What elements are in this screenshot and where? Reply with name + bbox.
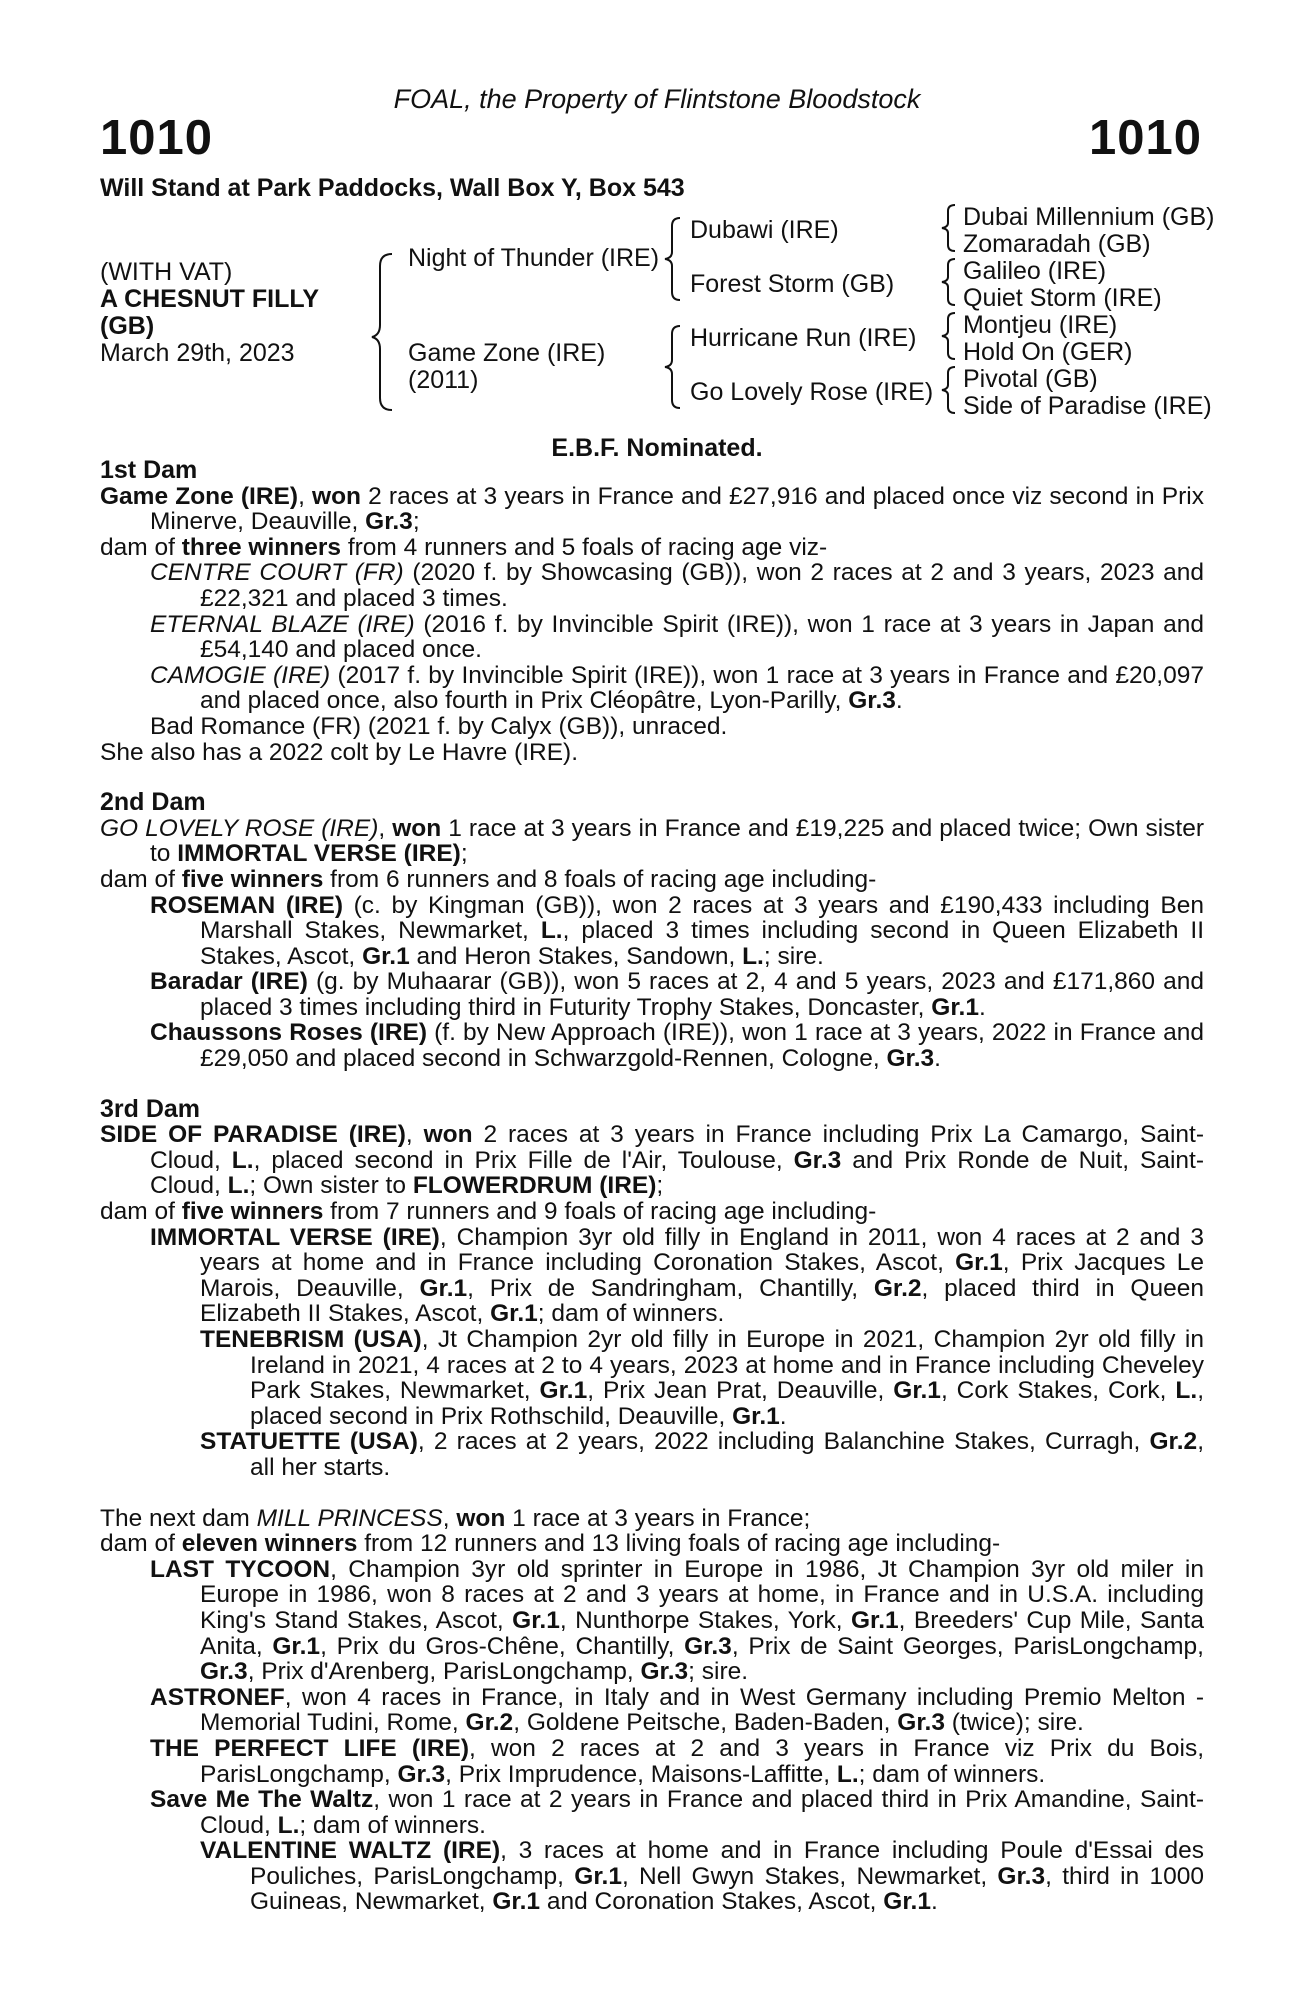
produce-text: . [779,1402,787,1430]
first-dam-record: Game Zone (IRE), won 2 races at 3 years in France and £27,916 and placed once viz second in Prix Minerve, Deauville, Gr.3; [100,482,1204,536]
dam-text: and Prix Ronde de Nuit, Saint-Cloud, [150,1146,1204,1200]
next-dam-record [100,1506,1204,1532]
sister-name: IMMORTAL VERSE (IRE) [177,840,461,868]
dam-text: 1 race at 3 years in France and £19,225 and placed twice; Own sister to [150,814,1204,868]
produce-name: STATUETTE (USA) [200,1428,418,1456]
pedigree-dam-year: (2011) [408,366,479,394]
grade: Gr.3 [365,508,413,536]
produce-name: ETERNAL BLAZE (IRE) [150,610,415,638]
dam-text: The next dam [100,1504,257,1532]
dam-text: , [378,814,393,842]
produce-name: ROSEMAN (IRE) [150,891,344,919]
lot-number-left: 1010 [100,111,214,165]
pedigree-dam-dam: Go Lovely Rose (IRE) [690,378,934,406]
next-dam-produce-intro [100,1531,1204,1557]
dam-text: , [405,1121,424,1149]
brace-dd [942,367,955,413]
produce-text: . [978,993,986,1021]
grade: L. [277,1811,300,1839]
grade: Gr.1 [492,1888,541,1916]
produce-text: , Prix Jacques Le Marois, Deauville, [200,1249,1204,1302]
grade: Gr.1 [732,1402,780,1430]
subject-name: A CHESNUT FILLY [100,285,319,313]
produce-text: (g. by Muhaarar (GB)), won 5 races at 2, 4 and 5 years, 2023 and £171,860 and placed 3 times including third in Futurity Trophy Stakes, Doncaster, [200,968,1204,1021]
won-label: won [392,814,442,842]
pedigree-dam-sire: Hurricane Run (IRE) [690,324,917,352]
produce-text: , Jt Champion 2yr old filly in Europe in 2021, Champion 2yr old filly in Ireland in 2021, 4 races at 2 to 4 years, 2023 at home and in France including Cheveley Park Stakes, Newmarket, [250,1326,1204,1405]
produce-name: Save Me The Waltz [150,1786,374,1814]
pedigree-sss: Dubai Millennium (GB) [963,203,1215,231]
lot-number-right: 1010 [1088,111,1202,165]
won-label: won [456,1504,506,1532]
brace-ds [942,313,955,359]
produce-text: and Heron Stakes, Sandown, [409,942,743,970]
first-dam-text: ; [412,508,420,536]
produce-text: ; dam of winners. [299,1811,486,1839]
produce-name: Chaussons Roses (IRE) [150,1019,428,1047]
produce-text: , Cork Stakes, Cork, [940,1377,1176,1405]
next-dam-name: MILL PRINCESS [256,1504,443,1532]
grade: Gr.1 [419,1274,468,1302]
runners-text: from 6 runners and 8 foals of racing age including- [323,865,877,893]
produce-text: , Prix de Saint Georges, ParisLongchamp, [731,1632,1204,1660]
second-dam-name: GO LOVELY ROSE (IRE) [100,814,379,842]
produce-text: , 2 races at 2 years, 2022 including Balanchine Stakes, Curragh, [417,1428,1150,1456]
produce-text: ; sire. [763,942,824,970]
second-dam-heading: 2nd Dam [100,788,206,817]
dam-text: 2 races at 3 years in France including Prix La Camargo, Saint-Cloud, [150,1121,1204,1174]
won-label: won [312,482,362,510]
grade: Gr.2 [1149,1428,1198,1456]
dam-of-label: dam of [100,1530,182,1558]
brace-sd [942,259,955,305]
brace-dam [665,326,680,408]
produce-text: ; dam of winners. [537,1300,725,1328]
produce-item [100,893,1204,970]
produce-text: , won 2 races at 2 and 3 years in France viz Prix du Bois, ParisLongchamp, [200,1734,1205,1788]
third-dam-heading: 3rd Dam [100,1094,201,1123]
dam-text: 1 race at 3 years in France; [505,1504,811,1532]
dam-of-label: dam of [100,533,182,561]
produce-item [100,969,1204,1020]
produce-text: , Prix d'Arenberg, ParisLongchamp, [247,1658,641,1686]
produce-item [100,560,1204,611]
grade: L. [742,942,764,970]
pedigree-sire-sire: Dubawi (IRE) [690,216,839,244]
grade: Gr.3 [793,1146,842,1174]
produce-item [100,1787,1204,1838]
produce-name: TENEBRISM (USA) [200,1326,422,1353]
produce-text: ; sire. [688,1658,749,1686]
produce-text: , Champion 3yr old filly in England in 2011, won 4 races at 2 and 3 years at home and in France including Coronation Stakes, Ascot, [200,1223,1204,1277]
produce-text: , Goldene Peitsche, Baden-Baden, [513,1709,898,1737]
produce-text: , won 4 races in France, in Italy and in West Germany including Premio Melton - Memorial Tudini, Rome, [200,1683,1204,1737]
vat-note: (WITH VAT) [100,258,233,286]
produce-item [100,1429,1204,1480]
grade: Gr.3 [200,1658,248,1686]
produce-text: (2016 f. by Invincible Spirit (IRE)), won 1 race at 3 years in Japan and £54,140 and placed once. [200,610,1204,664]
produce-text: (twice); sire. [944,1709,1084,1737]
produce-name: ASTRONEF [150,1683,285,1711]
runners-text: from 4 runners and 5 foals of racing age viz- [341,533,828,561]
produce-text: , Champion 3yr old sprinter in Europe in 1986, Jt Champion 3yr old miler in Europe in 1986, won 8 races at 2 and 3 years at home, in France and in U.S.A. including King's Stand Stakes, Ascot, [200,1555,1204,1634]
winners-count: three winners [181,533,342,561]
pedigree-dsd: Hold On (GER) [963,338,1133,366]
produce-text: , Prix Jean Prat, Deauville, [587,1377,894,1405]
produce-text: , won 1 race at 2 years in France and placed third in Prix Amandine, Saint-Cloud, [200,1786,1205,1839]
pedigree-ssd: Zomaradah (GB) [963,230,1151,258]
produce-text: . [934,1045,941,1073]
grade: Gr.1 [955,1249,1003,1277]
won-label: won [423,1121,473,1149]
subject-country: (GB) [100,312,155,340]
grade: Gr.2 [465,1709,514,1737]
produce-text: (2020 f. by Showcasing (GB)), won 2 races at 2 and 3 years, 2023 and £22,321 and placed 3 times. [200,559,1204,612]
produce-text: (2017 f. by Invincible Spirit (IRE)), won 1 race at 3 years in France and £20,097 and placed once, also fourth in Prix Cléopâtre, Lyon-Parilly, [200,661,1204,715]
pedigree-dss: Montjeu (IRE) [963,311,1118,339]
pedigree-sdd: Quiet Storm (IRE) [963,284,1162,312]
dam-of-label: dam of [100,865,182,893]
grade: Gr.3 [848,687,896,715]
produce-text: , Nell Gwyn Stakes, Newmarket, [621,1862,998,1890]
grade: Gr.1 [512,1606,560,1634]
grade: Gr.2 [873,1274,922,1302]
produce-text: , placed 3 times including second in Queen Elizabeth II Stakes, Ascot, [200,917,1205,970]
produce-text: , placed third in Queen Elizabeth II Stakes, Ascot, [200,1274,1204,1328]
grade: Gr.1 [931,993,979,1021]
grade: Gr.1 [362,942,410,970]
dam-text: ; [656,1172,664,1200]
grade: Gr.1 [539,1377,588,1405]
grade: Gr.3 [997,1862,1046,1890]
grade: L. [836,1760,859,1788]
produce-name: THE PERFECT LIFE (IRE) [150,1734,470,1762]
pedigree-dds: Pivotal (GB) [963,365,1098,393]
produce-text: , all her starts. [250,1428,1204,1481]
runners-text: from 7 runners and 9 foals of racing age including- [323,1198,877,1226]
produce-item [100,663,1204,714]
produce-item [100,1327,1204,1429]
grade: Gr.3 [640,1658,689,1686]
produce-item [100,1685,1204,1736]
grade: Gr.3 [684,1632,732,1660]
owner-line: FOAL, the Property of Flintstone Bloodstock [393,84,921,114]
ebf-nominated: E.B.F. Nominated. [551,434,763,462]
grade: Gr.1 [574,1862,622,1890]
pedigree-dam: Game Zone (IRE) [408,339,606,367]
sister-name: FLOWERDRUM (IRE) [412,1172,657,1200]
produce-item: Bad Romance (FR) (2021 f. by Calyx (GB)), unraced. [150,712,728,740]
pedigree-ddd: Side of Paradise (IRE) [963,392,1212,420]
grade: L. [231,1146,254,1174]
grade: Gr.1 [490,1300,538,1328]
produce-text: (c. by Kingman (GB)), won 2 races at 3 years and £190,433 including Ben Marshall Stakes, Newmarket, [200,891,1204,945]
produce-item [100,1225,1204,1327]
subject-dob: March 29th, 2023 [100,339,295,367]
produce-text: and Coronation Stakes, Ascot, [540,1888,884,1916]
dam-text: , placed second in Prix Fille de l'Air, Toulouse, [253,1146,794,1174]
produce-name: CENTRE COURT (FR) [150,559,404,587]
second-dam-produce-intro [100,867,1204,893]
produce-item [100,1838,1204,1915]
catalogue-body [100,458,1204,1915]
produce-name: IMMORTAL VERSE (IRE) [150,1223,440,1251]
dam-text: , [442,1504,457,1532]
produce-text: , Prix du Gros-Chêne, Chantilly, [320,1632,685,1660]
produce-text: , 3 races at home and in France including Poule d'Essai des Pouliches, ParisLongchamp, [250,1837,1204,1890]
grade: Gr.3 [886,1045,935,1073]
brace-sire [665,218,680,300]
produce-text: , third in 1000 Guineas, Newmarket, [250,1862,1204,1916]
grade: Gr.1 [850,1606,899,1634]
produce-text: , Nunthorpe Stakes, York, [559,1606,851,1634]
produce-name: LAST TYCOON [150,1555,331,1583]
pedigree-sire: Night of Thunder (IRE) [408,244,660,272]
grade: Gr.3 [397,1760,446,1788]
dam-of-label: dam of [100,1198,182,1226]
grade: Gr.1 [272,1632,321,1660]
grade: Gr.3 [897,1709,945,1737]
produce-text: , Breeders' Cup Mile, Santa Anita, [200,1606,1204,1660]
runners-text: from 12 runners and 13 living foals of racing age including- [357,1530,1001,1558]
produce-item [100,1020,1204,1071]
produce-text: , placed second in Prix Rothschild, Deauville, [250,1377,1204,1430]
grade: L. [540,917,563,945]
first-dam-heading: 1st Dam [100,456,198,484]
produce-text: . [895,687,903,715]
grade: Gr.1 [893,1377,941,1405]
produce-text: , Prix de Sandringham, Chantilly, [467,1274,874,1302]
winners-count: five winners [181,865,324,893]
produce-item [100,1557,1204,1685]
produce-name: CAMOGIE (IRE) [150,661,331,689]
produce-text: , Prix Imprudence, Maisons-Laffitte, [445,1760,837,1788]
grade: Gr.1 [883,1888,931,1916]
pedigree-sds: Galileo (IRE) [963,257,1107,285]
first-dam-text: 2 races at 3 years in France and £27,916 and placed once viz second in Prix Minerve, Deauville, [150,482,1204,536]
produce-item [100,612,1204,663]
produce-text: (f. by New Approach (IRE)), won 1 race at 3 years, 2022 in France and £29,050 and placed second in Schwarzgold-Rennen, Cologne, [200,1019,1204,1073]
third-dam-record [100,1122,1204,1199]
second-dam-record [100,816,1204,867]
first-dam-produce-intro [100,535,1204,561]
produce-name: Baradar (IRE) [150,968,308,996]
brace-ss [942,205,955,251]
produce-name: VALENTINE WALTZ (IRE) [200,1837,501,1865]
first-dam-name: Game Zone (IRE) [100,482,299,510]
stand-location: Will Stand at Park Paddocks, Wall Box Y, Box 543 [100,174,685,202]
dam-text: ; Own sister to [249,1172,413,1200]
third-dam-name: SIDE OF PARADISE (IRE) [100,1121,406,1149]
third-dam-produce-intro [100,1199,1204,1225]
dam-text: ; [460,840,468,868]
winners-count: eleven winners [181,1530,358,1558]
winners-count: five winners [181,1198,324,1226]
pedigree-sire-dam: Forest Storm (GB) [690,270,895,298]
produce-text: . [930,1888,938,1916]
brace-subject [372,254,392,410]
produce-text: ; dam of winners. [858,1760,1046,1788]
grade: L. [227,1172,250,1200]
grade: L. [1175,1377,1198,1405]
produce-item [100,1736,1204,1787]
first-dam-also: She also has a 2022 colt by Le Havre (IRE). [100,738,579,766]
